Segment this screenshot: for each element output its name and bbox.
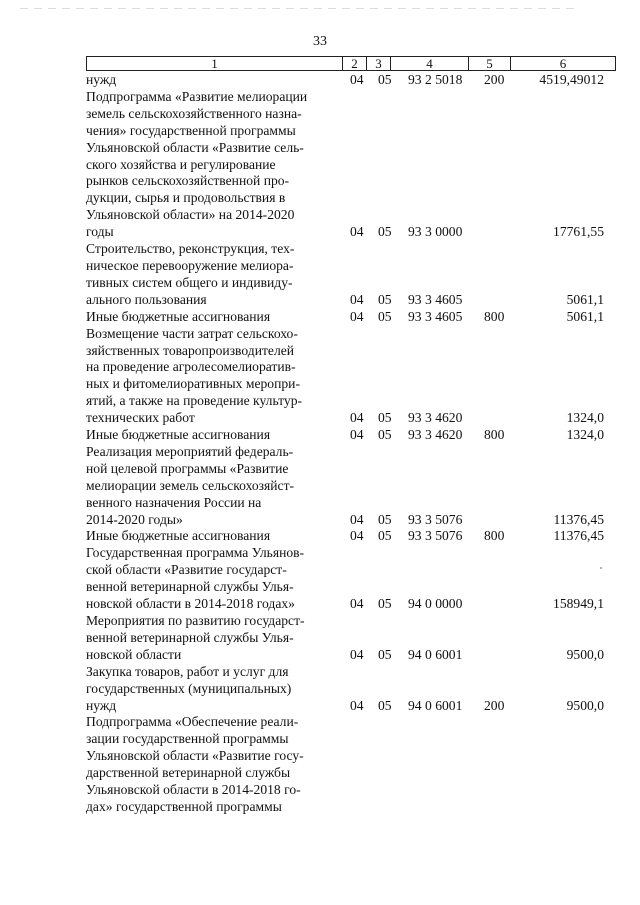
description-line: ской области «Развитие государст- bbox=[86, 562, 287, 578]
row-description bbox=[86, 714, 348, 815]
description-line: Строительство, реконструкция, тех- bbox=[86, 241, 295, 257]
description-line: венного назначения России на bbox=[86, 494, 262, 510]
description-line: Возмещение части затрат сельскохо- bbox=[86, 325, 298, 341]
description-line: Подпрограмма «Развитие мелиорации bbox=[86, 88, 308, 104]
row-description bbox=[86, 89, 348, 241]
description-line: зяйственных товаропроизводителей bbox=[86, 342, 295, 358]
description-line: 2014-2020 годы» bbox=[86, 511, 183, 527]
description-line: Ульяновской области «Развитие сель- bbox=[86, 139, 304, 155]
description-line: новской области в 2014-2018 годах» bbox=[86, 596, 295, 612]
amount: 11376,45 bbox=[553, 528, 604, 544]
subsection-code: 05 bbox=[378, 511, 392, 527]
description-line: Иные бюджетные ассигнования bbox=[86, 427, 271, 443]
description-line: дарственной ветеринарной службы bbox=[86, 765, 291, 781]
section-code: 04 bbox=[350, 427, 364, 443]
table-body bbox=[86, 72, 616, 816]
description-line: государственных (муниципальных) bbox=[86, 680, 292, 696]
amount: 9500,0 bbox=[566, 646, 604, 662]
description-line: ского хозяйства и регулирование bbox=[86, 156, 276, 172]
scan-speck bbox=[600, 567, 602, 569]
subsection-code: 05 bbox=[378, 72, 392, 87]
page-number: 33 bbox=[313, 34, 327, 49]
table-row bbox=[86, 427, 616, 444]
description-line: чения» государственной программы bbox=[86, 122, 296, 138]
description-line: Иные бюджетные ассигнования bbox=[86, 308, 271, 324]
target-article-code: 93 3 4605 bbox=[408, 308, 463, 324]
header-col-6: 6 bbox=[559, 56, 567, 71]
subsection-code: 05 bbox=[378, 291, 392, 307]
target-article-code: 93 3 4620 bbox=[408, 410, 463, 426]
header-col-5: 5 bbox=[469, 57, 511, 70]
description-line: годы bbox=[86, 224, 114, 240]
expense-type-code: 800 bbox=[484, 528, 505, 544]
target-article-code: 93 3 5076 bbox=[408, 511, 463, 527]
target-article-code: 93 3 0000 bbox=[408, 224, 463, 240]
expense-type-code: 800 bbox=[484, 308, 505, 324]
description-line: дукции, сырья и продовольствия в bbox=[86, 190, 286, 206]
section-code: 04 bbox=[350, 410, 364, 426]
header-col-2: 2 bbox=[343, 57, 367, 70]
amount: 5061,1 bbox=[566, 308, 604, 324]
description-line: дах» государственной программы bbox=[86, 798, 282, 814]
table-row bbox=[86, 89, 616, 241]
section-code: 04 bbox=[350, 511, 364, 527]
table-header bbox=[86, 56, 616, 71]
description-line: Иные бюджетные ассигнования bbox=[86, 528, 271, 544]
section-code: 04 bbox=[350, 596, 364, 612]
target-article-code: 93 3 4605 bbox=[408, 291, 463, 307]
section-code: 04 bbox=[350, 646, 364, 662]
amount: 1324,0 bbox=[566, 410, 604, 426]
section-code: 04 bbox=[350, 528, 364, 544]
description-line: Мероприятия по развитию государст- bbox=[86, 613, 305, 628]
subsection-code: 05 bbox=[378, 224, 392, 240]
header-col-4: 4 bbox=[391, 57, 469, 70]
description-line: венной ветеринарной службы Улья- bbox=[86, 629, 294, 645]
description-line: нужд bbox=[86, 697, 117, 713]
table-row bbox=[86, 444, 616, 529]
description-line: Ульяновской области в 2014-2018 го- bbox=[86, 782, 301, 798]
description-line: мелиорации земель сельскохозяйст- bbox=[86, 477, 295, 493]
description-line: земель сельскохозяйственного назна- bbox=[86, 105, 302, 121]
amount: 5061,1 bbox=[566, 291, 604, 307]
row-description bbox=[86, 72, 348, 89]
description-line: ального пользования bbox=[86, 291, 207, 307]
row-description bbox=[86, 241, 348, 309]
subsection-code: 05 bbox=[378, 308, 392, 324]
description-line: ническое перевооружение мелиора- bbox=[86, 257, 294, 273]
description-line: Реализация мероприятий федераль- bbox=[86, 443, 294, 459]
subsection-code: 05 bbox=[378, 697, 392, 713]
amount: 4519,49012 bbox=[539, 72, 604, 87]
row-description bbox=[86, 326, 348, 427]
description-line: венной ветеринарной службы Улья- bbox=[86, 579, 294, 595]
target-article-code: 94 0 6001 bbox=[408, 646, 463, 662]
description-line: ятий, а также на проведение культур- bbox=[86, 393, 303, 409]
section-code: 04 bbox=[350, 224, 364, 240]
row-description bbox=[86, 664, 348, 715]
target-article-code: 93 3 5076 bbox=[408, 528, 463, 544]
amount: 158949,1 bbox=[553, 596, 604, 612]
section-code: 04 bbox=[350, 697, 364, 713]
description-line: тивных систем общего и индивиду- bbox=[86, 274, 293, 290]
description-line: Подпрограмма «Обеспечение реали- bbox=[86, 714, 299, 730]
subsection-code: 05 bbox=[378, 410, 392, 426]
target-article-code: 94 0 6001 bbox=[408, 697, 463, 713]
amount: 1324,0 bbox=[566, 427, 604, 443]
description-line: Государственная программа Ульянов- bbox=[86, 545, 305, 561]
amount: 11376,45 bbox=[553, 511, 604, 527]
expense-type-code: 800 bbox=[484, 427, 505, 443]
expense-type-code: 200 bbox=[484, 697, 505, 713]
description-line: Ульяновской области «Развитие госу- bbox=[86, 748, 304, 764]
description-line: ных и фитомелиоративных меропри- bbox=[86, 376, 300, 392]
table-row bbox=[86, 309, 616, 326]
amount: 17761,55 bbox=[553, 224, 604, 240]
row-description bbox=[86, 613, 348, 664]
row-description bbox=[86, 309, 348, 326]
table-row bbox=[86, 545, 616, 613]
scan-artifact-line bbox=[20, 8, 580, 9]
table-row bbox=[86, 326, 616, 427]
section-code: 04 bbox=[350, 72, 364, 87]
target-article-code: 93 2 5018 bbox=[408, 72, 463, 87]
table-row bbox=[86, 72, 616, 89]
header-col-3: 3 bbox=[367, 57, 391, 70]
description-line: зации государственной программы bbox=[86, 731, 289, 747]
table-row bbox=[86, 528, 616, 545]
description-line: технических работ bbox=[86, 410, 195, 426]
description-line: Ульяновской области» на 2014-2020 bbox=[86, 207, 295, 223]
table-row bbox=[86, 714, 616, 815]
header-col-1: 1 bbox=[87, 57, 343, 70]
description-line: новской области bbox=[86, 646, 182, 662]
subsection-code: 05 bbox=[378, 646, 392, 662]
description-line: Закупка товаров, работ и услуг для bbox=[86, 663, 289, 679]
table-row bbox=[86, 241, 616, 309]
table-row bbox=[86, 664, 616, 715]
target-article-code: 94 0 0000 bbox=[408, 596, 463, 612]
section-code: 04 bbox=[350, 291, 364, 307]
subsection-code: 05 bbox=[378, 528, 392, 544]
description-line: рынков сельскохозяйственной про- bbox=[86, 173, 290, 189]
section-code: 04 bbox=[350, 308, 364, 324]
amount: 9500,0 bbox=[566, 697, 604, 713]
expense-type-code: 200 bbox=[484, 72, 505, 87]
row-description bbox=[86, 545, 348, 613]
target-article-code: 93 3 4620 bbox=[408, 427, 463, 443]
description-line: нужд bbox=[86, 72, 117, 87]
subsection-code: 05 bbox=[378, 596, 392, 612]
table-row bbox=[86, 613, 616, 664]
description-line: на проведение агролесомелиоратив- bbox=[86, 359, 296, 375]
row-description bbox=[86, 444, 348, 529]
description-line: ной целевой программы «Развитие bbox=[86, 460, 289, 476]
row-description bbox=[86, 427, 348, 444]
row-description bbox=[86, 528, 348, 545]
subsection-code: 05 bbox=[378, 427, 392, 443]
